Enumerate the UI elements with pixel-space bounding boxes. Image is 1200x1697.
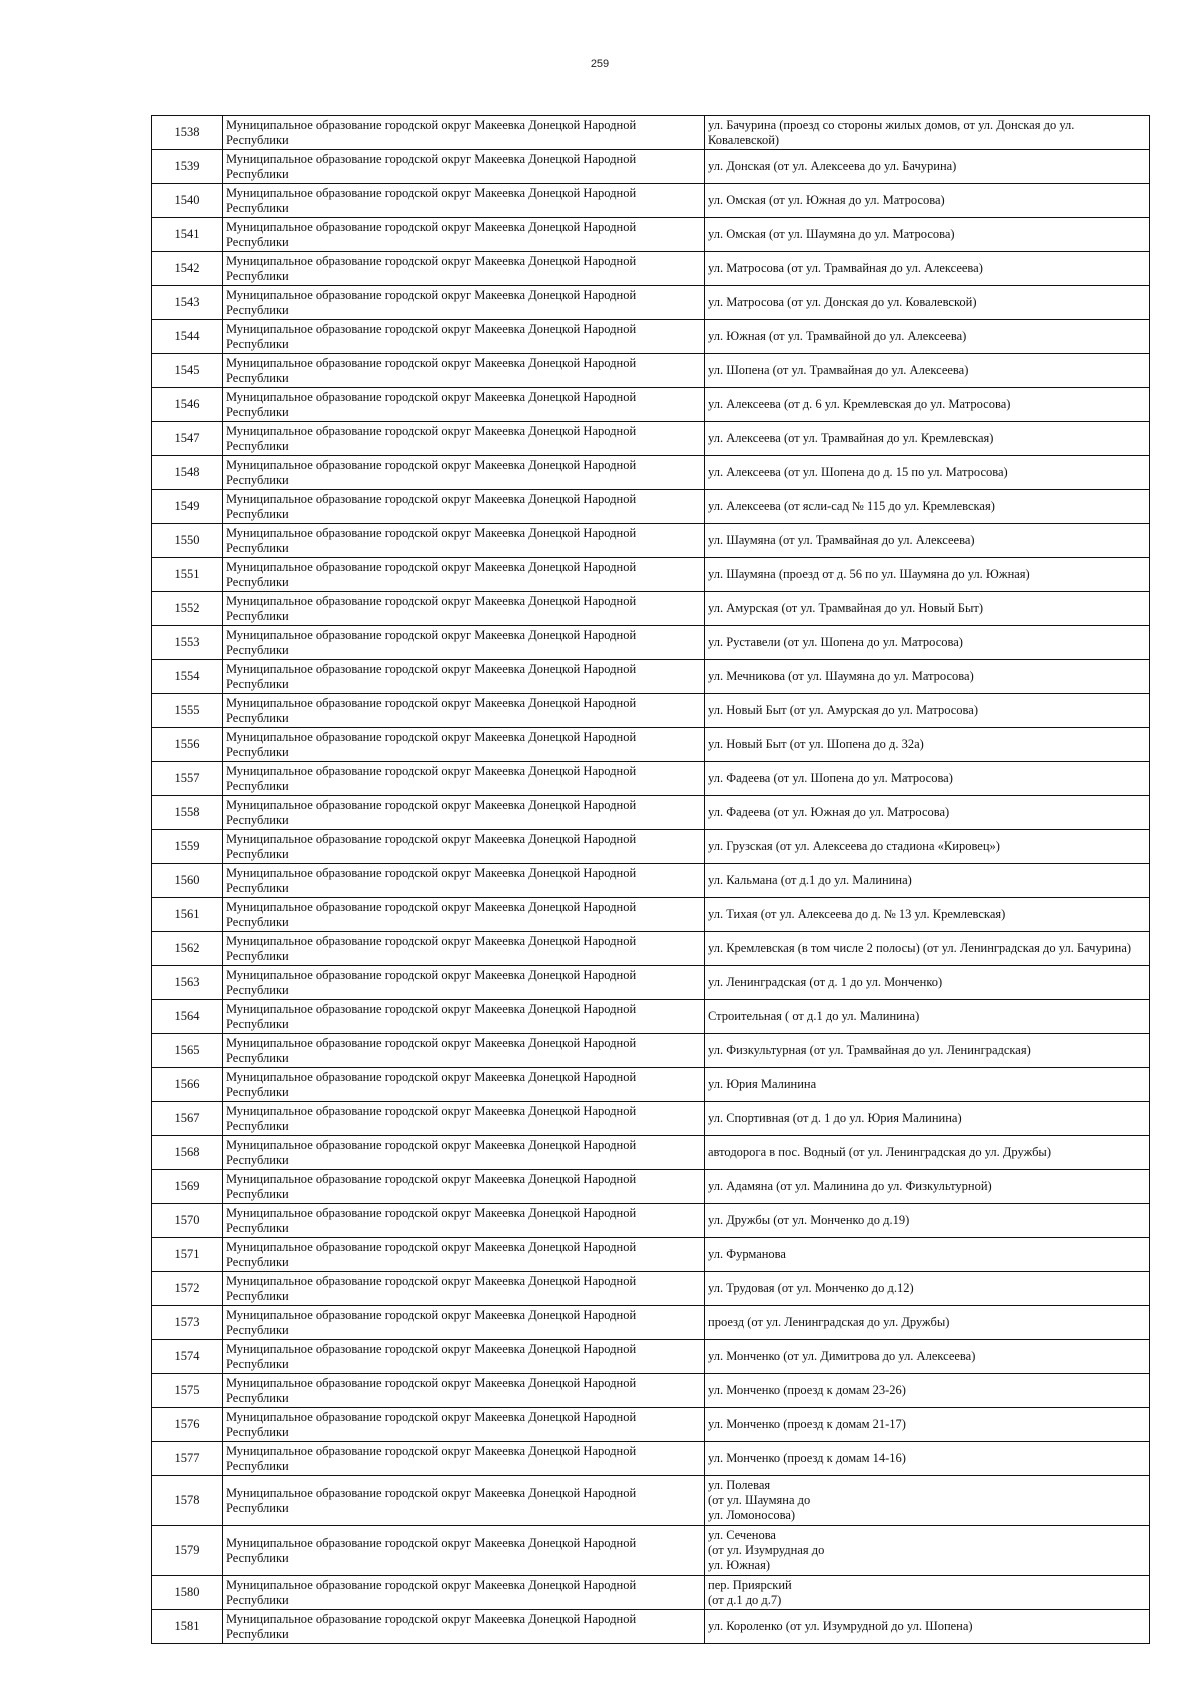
row-number: 1572 (152, 1272, 223, 1306)
table-row (152, 1272, 1150, 1306)
page-number: 259 (590, 58, 610, 70)
row-number: 1554 (152, 660, 223, 694)
table-row (152, 830, 1150, 864)
row-number: 1575 (152, 1374, 223, 1408)
municipality-cell: Муниципальное образование городской округ Макеевка Донецкой Народной Республики (223, 1170, 705, 1204)
road-section-cell: ул. Фадеева (от ул. Южная до ул. Матросова) (705, 796, 1150, 830)
municipality-cell: Муниципальное образование городской округ Макеевка Донецкой Народной Республики (223, 932, 705, 966)
municipality-cell: Муниципальное образование городской округ Макеевка Донецкой Народной Республики (223, 1442, 705, 1476)
table-row (152, 524, 1150, 558)
table-row (152, 490, 1150, 524)
table-row (152, 1238, 1150, 1272)
road-section-cell: ул. Юрия Малинина (705, 1068, 1150, 1102)
municipality-cell: Муниципальное образование городской округ Макеевка Донецкой Народной Республики (223, 1000, 705, 1034)
municipality-cell: Муниципальное образование городской округ Макеевка Донецкой Народной Республики (223, 150, 705, 184)
municipality-cell: Муниципальное образование городской округ Макеевка Донецкой Народной Республики (223, 592, 705, 626)
table-row (152, 1068, 1150, 1102)
table-row (152, 116, 1150, 150)
table-row (152, 694, 1150, 728)
row-number: 1567 (152, 1102, 223, 1136)
row-number: 1574 (152, 1340, 223, 1374)
table-row (152, 388, 1150, 422)
row-number: 1541 (152, 218, 223, 252)
table-row (152, 898, 1150, 932)
row-number: 1542 (152, 252, 223, 286)
table-row (152, 762, 1150, 796)
row-number: 1564 (152, 1000, 223, 1034)
municipality-cell: Муниципальное образование городской округ Макеевка Донецкой Народной Республики (223, 524, 705, 558)
road-section-cell: ул. Южная (от ул. Трамвайной до ул. Алексеева) (705, 320, 1150, 354)
row-number: 1546 (152, 388, 223, 422)
table-row (152, 1576, 1150, 1610)
row-number: 1580 (152, 1576, 223, 1610)
municipality-cell: Муниципальное образование городской округ Макеевка Донецкой Народной Республики (223, 1374, 705, 1408)
table-row (152, 932, 1150, 966)
municipality-cell: Муниципальное образование городской округ Макеевка Донецкой Народной Республики (223, 354, 705, 388)
municipality-cell: Муниципальное образование городской округ Макеевка Донецкой Народной Республики (223, 762, 705, 796)
table-row (152, 1610, 1150, 1644)
road-section-cell: ул. Монченко (от ул. Димитрова до ул. Алексеева) (705, 1340, 1150, 1374)
road-section-cell: ул. Монченко (проезд к домам 21-17) (705, 1408, 1150, 1442)
row-number: 1543 (152, 286, 223, 320)
road-section-cell: ул. Грузская (от ул. Алексеева до стадиона «Кировец») (705, 830, 1150, 864)
municipality-cell: Муниципальное образование городской округ Макеевка Донецкой Народной Республики (223, 1610, 705, 1644)
municipality-cell: Муниципальное образование городской округ Макеевка Донецкой Народной Республики (223, 490, 705, 524)
road-section-cell: ул. Матросова (от ул. Донская до ул. Ковалевской) (705, 286, 1150, 320)
row-number: 1581 (152, 1610, 223, 1644)
row-number: 1566 (152, 1068, 223, 1102)
municipality-cell: Муниципальное образование городской округ Макеевка Донецкой Народной Республики (223, 184, 705, 218)
row-number: 1570 (152, 1204, 223, 1238)
municipality-cell: Муниципальное образование городской округ Макеевка Донецкой Народной Республики (223, 694, 705, 728)
table-row (152, 1476, 1150, 1526)
row-number: 1552 (152, 592, 223, 626)
table-row (152, 320, 1150, 354)
row-number: 1578 (152, 1476, 223, 1526)
road-section-cell: ул. Трудовая (от ул. Монченко до д.12) (705, 1272, 1150, 1306)
municipality-cell: Муниципальное образование городской округ Макеевка Донецкой Народной Республики (223, 626, 705, 660)
table-row (152, 286, 1150, 320)
table-row (152, 966, 1150, 1000)
road-section-cell: ул. Физкультурная (от ул. Трамвайная до ул. Ленинградская) (705, 1034, 1150, 1068)
row-number: 1539 (152, 150, 223, 184)
row-number: 1550 (152, 524, 223, 558)
road-section-cell: ул. Полевая (от ул. Шаумяна до ул. Ломоносова) (705, 1476, 1150, 1526)
table-row (152, 218, 1150, 252)
row-number: 1538 (152, 116, 223, 150)
road-section-cell: ул. Короленко (от ул. Изумрудной до ул. Шопена) (705, 1610, 1150, 1644)
table-row (152, 456, 1150, 490)
road-registry-table (151, 115, 1150, 1644)
municipality-cell: Муниципальное образование городской округ Макеевка Донецкой Народной Республики (223, 660, 705, 694)
municipality-cell: Муниципальное образование городской округ Макеевка Донецкой Народной Республики (223, 286, 705, 320)
road-section-cell: ул. Алексеева (от д. 6 ул. Кремлевская до ул. Матросова) (705, 388, 1150, 422)
municipality-cell: Муниципальное образование городской округ Макеевка Донецкой Народной Республики (223, 728, 705, 762)
table-row (152, 1034, 1150, 1068)
municipality-cell: Муниципальное образование городской округ Макеевка Донецкой Народной Республики (223, 1526, 705, 1576)
table-row (152, 864, 1150, 898)
row-number: 1540 (152, 184, 223, 218)
row-number: 1560 (152, 864, 223, 898)
table-row (152, 1102, 1150, 1136)
municipality-cell: Муниципальное образование городской округ Макеевка Донецкой Народной Республики (223, 1068, 705, 1102)
table-row (152, 1442, 1150, 1476)
road-section-cell: ул. Алексеева (от ясли-сад № 115 до ул. Кремлевская) (705, 490, 1150, 524)
municipality-cell: Муниципальное образование городской округ Макеевка Донецкой Народной Республики (223, 898, 705, 932)
municipality-cell: Муниципальное образование городской округ Макеевка Донецкой Народной Республики (223, 252, 705, 286)
row-number: 1553 (152, 626, 223, 660)
row-number: 1561 (152, 898, 223, 932)
row-number: 1568 (152, 1136, 223, 1170)
road-section-cell: ул. Сеченова (от ул. Изумрудная до ул. Южная) (705, 1526, 1150, 1576)
municipality-cell: Муниципальное образование городской округ Макеевка Донецкой Народной Республики (223, 1576, 705, 1610)
table-row (152, 252, 1150, 286)
municipality-cell: Муниципальное образование городской округ Макеевка Донецкой Народной Республики (223, 218, 705, 252)
table-row (152, 1136, 1150, 1170)
municipality-cell: Муниципальное образование городской округ Макеевка Донецкой Народной Республики (223, 796, 705, 830)
table-row (152, 660, 1150, 694)
road-section-cell: ул. Новый Быт (от ул. Шопена до д. 32а) (705, 728, 1150, 762)
table-row (152, 1204, 1150, 1238)
row-number: 1573 (152, 1306, 223, 1340)
row-number: 1562 (152, 932, 223, 966)
road-section-cell: ул. Алексеева (от ул. Трамвайная до ул. Кремлевская) (705, 422, 1150, 456)
municipality-cell: Муниципальное образование городской округ Макеевка Донецкой Народной Республики (223, 422, 705, 456)
municipality-cell: Муниципальное образование городской округ Макеевка Донецкой Народной Республики (223, 320, 705, 354)
road-section-cell: ул. Дружбы (от ул. Монченко до д.19) (705, 1204, 1150, 1238)
road-section-cell: ул. Монченко (проезд к домам 23-26) (705, 1374, 1150, 1408)
municipality-cell: Муниципальное образование городской округ Макеевка Донецкой Народной Республики (223, 1204, 705, 1238)
table-row (152, 1170, 1150, 1204)
table-row (152, 1374, 1150, 1408)
road-section-cell: ул. Омская (от ул. Южная до ул. Матросова) (705, 184, 1150, 218)
row-number: 1551 (152, 558, 223, 592)
table-row (152, 1408, 1150, 1442)
road-section-cell: ул. Спортивная (от д. 1 до ул. Юрия Малинина) (705, 1102, 1150, 1136)
road-section-cell: ул. Омская (от ул. Шаумяна до ул. Матросова) (705, 218, 1150, 252)
road-section-cell: проезд (от ул. Ленинградская до ул. Дружбы) (705, 1306, 1150, 1340)
table-row (152, 1000, 1150, 1034)
row-number: 1577 (152, 1442, 223, 1476)
road-section-cell: ул. Алексеева (от ул. Шопена до д. 15 по ул. Матросова) (705, 456, 1150, 490)
road-section-cell: ул. Фадеева (от ул. Шопена до ул. Матросова) (705, 762, 1150, 796)
row-number: 1549 (152, 490, 223, 524)
table-row (152, 796, 1150, 830)
road-section-cell: ул. Монченко (проезд к домам 14-16) (705, 1442, 1150, 1476)
road-section-cell: ул. Адамяна (от ул. Малинина до ул. Физкультурной) (705, 1170, 1150, 1204)
table-row (152, 422, 1150, 456)
municipality-cell: Муниципальное образование городской округ Макеевка Донецкой Народной Республики (223, 830, 705, 864)
municipality-cell: Муниципальное образование городской округ Макеевка Донецкой Народной Республики (223, 1034, 705, 1068)
table-row (152, 728, 1150, 762)
row-number: 1557 (152, 762, 223, 796)
road-section-cell: ул. Кальмана (от д.1 до ул. Малинина) (705, 864, 1150, 898)
municipality-cell: Муниципальное образование городской округ Макеевка Донецкой Народной Республики (223, 116, 705, 150)
table-row (152, 592, 1150, 626)
table-row (152, 1340, 1150, 1374)
municipality-cell: Муниципальное образование городской округ Макеевка Донецкой Народной Республики (223, 1476, 705, 1526)
road-section-cell: ул. Кремлевская (в том числе 2 полосы) (от ул. Ленинградская до ул. Бачурина) (705, 932, 1150, 966)
table-row (152, 1306, 1150, 1340)
row-number: 1563 (152, 966, 223, 1000)
road-section-cell: ул. Тихая (от ул. Алексеева до д. № 13 ул. Кремлевская) (705, 898, 1150, 932)
road-section-cell: ул. Мечникова (от ул. Шаумяна до ул. Матросова) (705, 660, 1150, 694)
municipality-cell: Муниципальное образование городской округ Макеевка Донецкой Народной Республики (223, 1136, 705, 1170)
row-number: 1565 (152, 1034, 223, 1068)
road-section-cell: Строительная ( от д.1 до ул. Малинина) (705, 1000, 1150, 1034)
road-section-cell: ул. Фурманова (705, 1238, 1150, 1272)
table-row (152, 626, 1150, 660)
road-section-cell: ул. Бачурина (проезд со стороны жилых домов, от ул. Донская до ул. Ковалевской) (705, 116, 1150, 150)
municipality-cell: Муниципальное образование городской округ Макеевка Донецкой Народной Республики (223, 456, 705, 490)
table-row (152, 184, 1150, 218)
row-number: 1576 (152, 1408, 223, 1442)
row-number: 1544 (152, 320, 223, 354)
road-section-cell: пер. Приярский (от д.1 до д.7) (705, 1576, 1150, 1610)
row-number: 1555 (152, 694, 223, 728)
municipality-cell: Муниципальное образование городской округ Макеевка Донецкой Народной Республики (223, 1340, 705, 1374)
table-row (152, 354, 1150, 388)
table-row (152, 558, 1150, 592)
row-number: 1545 (152, 354, 223, 388)
road-section-cell: ул. Матросова (от ул. Трамвайная до ул. Алексеева) (705, 252, 1150, 286)
row-number: 1547 (152, 422, 223, 456)
municipality-cell: Муниципальное образование городской округ Макеевка Донецкой Народной Республики (223, 966, 705, 1000)
municipality-cell: Муниципальное образование городской округ Макеевка Донецкой Народной Республики (223, 558, 705, 592)
table-row (152, 1526, 1150, 1576)
municipality-cell: Муниципальное образование городской округ Макеевка Донецкой Народной Республики (223, 1408, 705, 1442)
row-number: 1559 (152, 830, 223, 864)
municipality-cell: Муниципальное образование городской округ Макеевка Донецкой Народной Республики (223, 864, 705, 898)
road-section-cell: ул. Шаумяна (проезд от д. 56 по ул. Шаумяна до ул. Южная) (705, 558, 1150, 592)
row-number: 1579 (152, 1526, 223, 1576)
row-number: 1548 (152, 456, 223, 490)
municipality-cell: Муниципальное образование городской округ Макеевка Донецкой Народной Республики (223, 1238, 705, 1272)
row-number: 1571 (152, 1238, 223, 1272)
road-section-cell: ул. Донская (от ул. Алексеева до ул. Бачурина) (705, 150, 1150, 184)
municipality-cell: Муниципальное образование городской округ Макеевка Донецкой Народной Республики (223, 1102, 705, 1136)
table-body (152, 116, 1150, 1644)
road-section-cell: автодорога в пос. Водный (от ул. Ленинградская до ул. Дружбы) (705, 1136, 1150, 1170)
road-section-cell: ул. Руставели (от ул. Шопена до ул. Матросова) (705, 626, 1150, 660)
road-section-cell: ул. Шопена (от ул. Трамвайная до ул. Алексеева) (705, 354, 1150, 388)
municipality-cell: Муниципальное образование городской округ Макеевка Донецкой Народной Республики (223, 1306, 705, 1340)
row-number: 1556 (152, 728, 223, 762)
row-number: 1569 (152, 1170, 223, 1204)
road-section-cell: ул. Шаумяна (от ул. Трамвайная до ул. Алексеева) (705, 524, 1150, 558)
row-number: 1558 (152, 796, 223, 830)
road-section-cell: ул. Новый Быт (от ул. Амурская до ул. Матросова) (705, 694, 1150, 728)
road-section-cell: ул. Амурская (от ул. Трамвайная до ул. Новый Быт) (705, 592, 1150, 626)
municipality-cell: Муниципальное образование городской округ Макеевка Донецкой Народной Республики (223, 388, 705, 422)
municipality-cell: Муниципальное образование городской округ Макеевка Донецкой Народной Республики (223, 1272, 705, 1306)
road-section-cell: ул. Ленинградская (от д. 1 до ул. Монченко) (705, 966, 1150, 1000)
table-row (152, 150, 1150, 184)
